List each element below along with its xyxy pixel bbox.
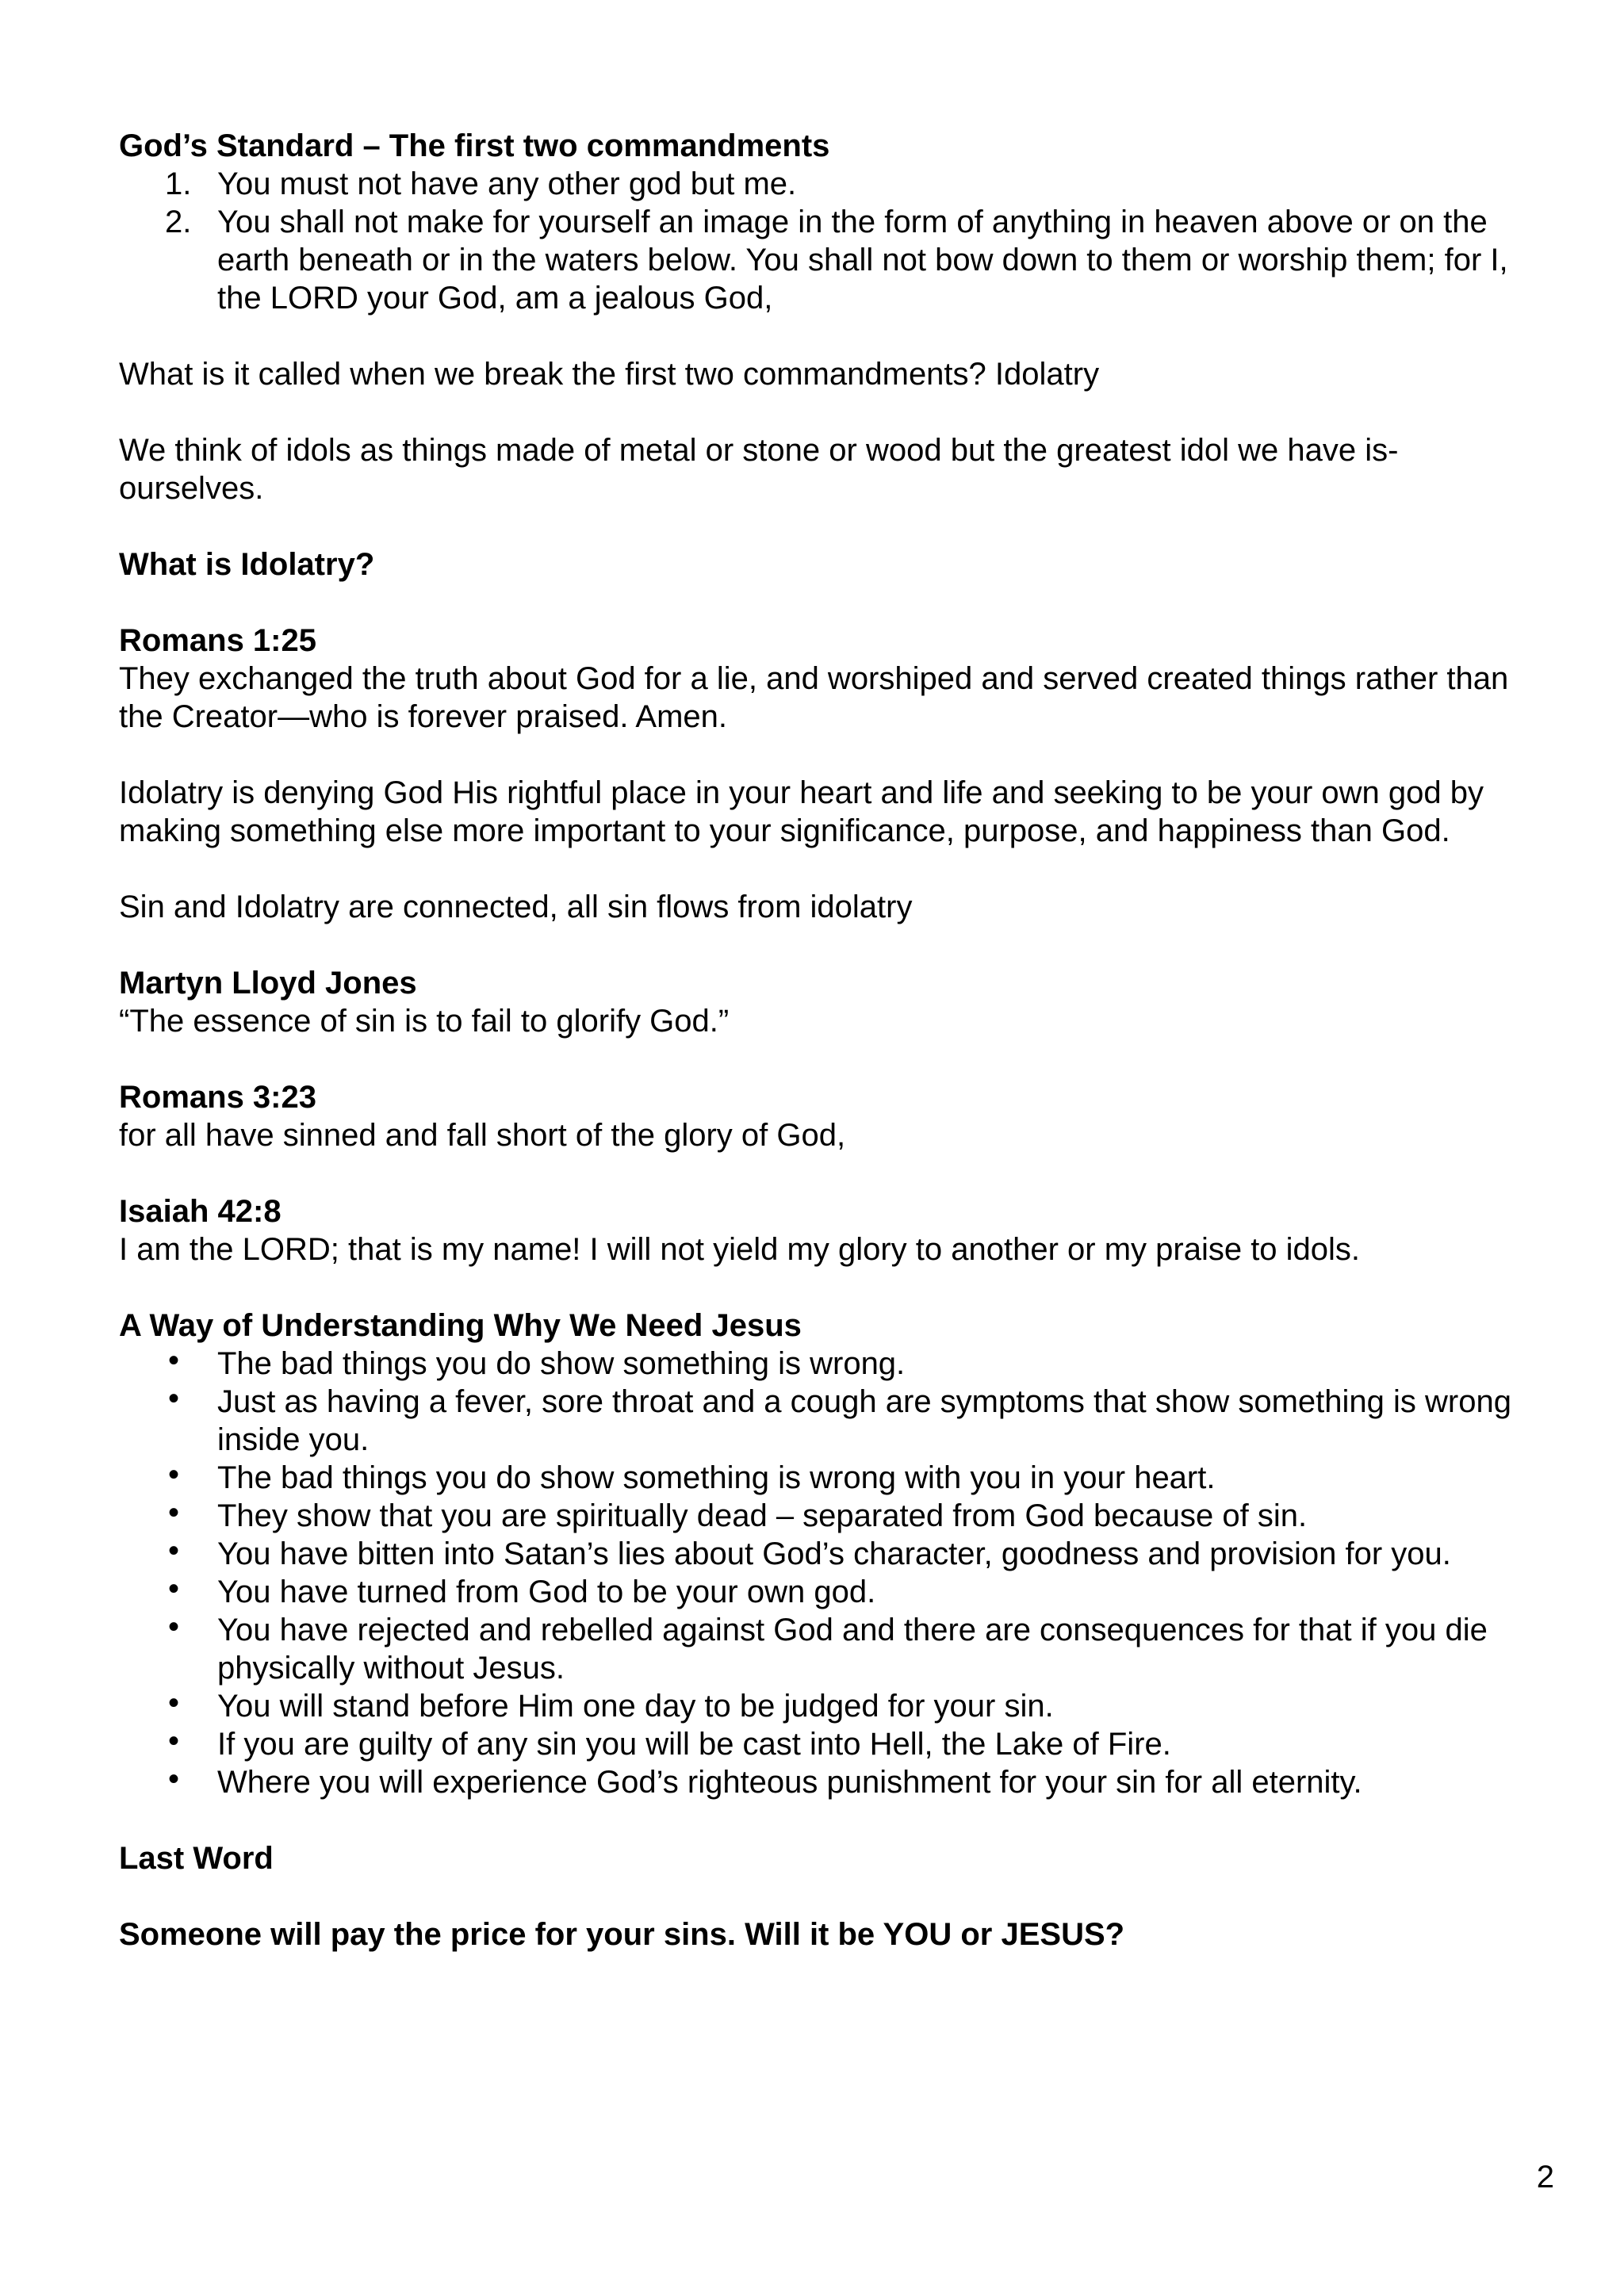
list-item-text: You have rejected and rebelled against God and there are consequences for that if you die physically without Jesus. [217, 1613, 1488, 1686]
list-number: 1. [165, 166, 192, 201]
paragraph-sin-connected: Sin and Idolatry are connected, all sin flows from idolatry [119, 890, 913, 924]
verse-ref-romans-3-23: Romans 3:23 [119, 1080, 316, 1115]
paragraph-definition: Idolatry is denying God His rightful place in your heart and life and seeking to be your own god by making something else more important to your significance, purpose, and happiness than God. [119, 775, 1484, 848]
list-item [119, 1573, 1515, 1611]
list-item-text: You shall not make for yourself an image in the form of anything in heaven above or on the earth beneath or in the waters below. You shall not bow down to them or worship them; for I, the LORD your God, am a jealous God, [217, 205, 1508, 316]
list-item [119, 1535, 1515, 1573]
bullet-icon: • [168, 1762, 180, 1797]
bullet-icon: • [168, 1724, 180, 1758]
bullet-icon: • [168, 1686, 180, 1720]
list-item-text: If you are guilty of any sin you will be cast into Hell, the Lake of Fire. [217, 1727, 1171, 1762]
list-item [119, 1687, 1515, 1725]
commandments-list [119, 165, 1515, 317]
bullet-icon: • [168, 1533, 180, 1568]
list-item-text: You have turned from God to be your own god. [217, 1575, 876, 1609]
verse-text-romans-3-23: for all have sinned and fall short of the glory of God, [119, 1118, 846, 1153]
document-page [119, 127, 1515, 1954]
list-item [119, 1611, 1515, 1687]
bullet-icon: • [168, 1609, 180, 1644]
list-item-text: The bad things you do show something is wrong. [217, 1346, 906, 1381]
bullet-icon: • [168, 1343, 180, 1378]
quote-text: “The essence of sin is to fail to glorify God.” [119, 1004, 730, 1039]
bullet-icon: • [168, 1495, 180, 1530]
list-item [119, 1459, 1515, 1497]
list-item [119, 203, 1515, 317]
reasons-list [119, 1345, 1515, 1801]
heading-gods-standard: God’s Standard – The first two commandments [119, 128, 830, 163]
paragraph-idols: We think of idols as things made of metal or stone or wood but the greatest idol we have is-ourselves. [119, 433, 1399, 506]
list-item [119, 1763, 1515, 1801]
heading-why-we-need-jesus: A Way of Understanding Why We Need Jesus [119, 1308, 802, 1343]
paragraph-idolatry-question: What is it called when we break the first two commandments? Idolatry [119, 357, 1100, 392]
bullet-icon: • [168, 1457, 180, 1492]
list-item [119, 165, 1515, 203]
list-item-text: You must not have any other god but me. [217, 166, 797, 201]
quote-author: Martyn Lloyd Jones [119, 966, 417, 1001]
list-item-text: Where you will experience God’s righteous punishment for your sin for all eternity. [217, 1765, 1362, 1800]
heading-what-is-idolatry: What is Idolatry? [119, 547, 375, 582]
list-item [119, 1383, 1515, 1459]
list-item [119, 1725, 1515, 1763]
list-item-text: The bad things you do show something is wrong with you in your heart. [217, 1460, 1216, 1495]
bullet-icon: • [168, 1571, 180, 1606]
list-item-text: You have bitten into Satan’s lies about God’s character, goodness and provision for you. [217, 1536, 1451, 1571]
bullet-icon: • [168, 1381, 180, 1416]
list-item [119, 1345, 1515, 1383]
list-item-text: They show that you are spiritually dead – separated from God because of sin. [217, 1498, 1308, 1533]
page-number: 2 [1536, 2160, 1554, 2195]
closing-statement: Someone will pay the price for your sins. Will it be YOU or JESUS? [119, 1917, 1125, 1952]
list-item-text: You will stand before Him one day to be judged for your sin. [217, 1689, 1054, 1724]
verse-text-romans-1-25: They exchanged the truth about God for a lie, and worshiped and served created things rather than the Creator—who is forever praised. Amen. [119, 661, 1509, 734]
verse-ref-romans-1-25: Romans 1:25 [119, 623, 316, 658]
verse-text-isaiah-42-8: I am the LORD; that is my name! I will not yield my glory to another or my praise to idols. [119, 1232, 1361, 1267]
heading-last-word: Last Word [119, 1841, 274, 1876]
list-item [119, 1497, 1515, 1535]
list-item-text: Just as having a fever, sore throat and a cough are symptoms that show something is wrong inside you. [217, 1384, 1511, 1457]
verse-ref-isaiah-42-8: Isaiah 42:8 [119, 1194, 282, 1229]
list-number: 2. [165, 205, 192, 239]
